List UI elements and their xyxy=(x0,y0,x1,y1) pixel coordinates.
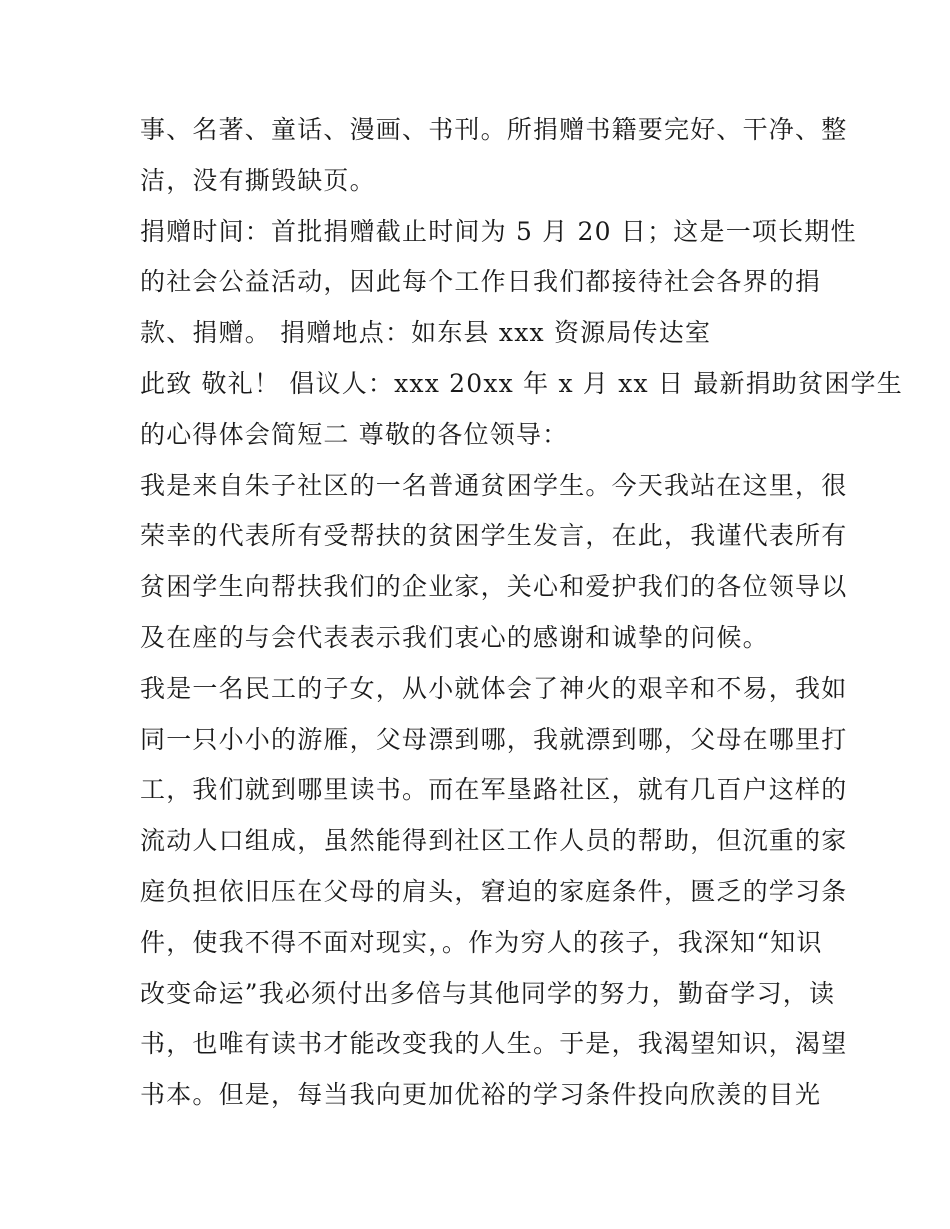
text-line: 改变命运”我必须付出多倍与其他同学的努力，勤奋学习，读 xyxy=(140,978,836,1008)
text-line: 同一只小小的游雁，父母漂到哪，我就漂到哪，父母在哪里打 xyxy=(140,724,848,754)
text-line: 荣幸的代表所有受帮扶的贫困学生发言，在此，我谨代表所有 xyxy=(140,521,848,551)
text-line: 捐赠时间：首批捐赠截止时间为 5 月 20 日；这是一项长期性 xyxy=(140,216,857,246)
text-line: 贫困学生向帮扶我们的企业家，关心和爱护我们的各位领导以 xyxy=(140,572,848,602)
text-line: 工，我们就到哪里读书。而在军垦路社区，就有几百户这样的 xyxy=(140,775,848,805)
text-line: 事、名著、童话、漫画、书刊。所捐赠书籍要完好、干净、整 xyxy=(140,115,848,144)
text-line: 我是一名民工的子女，从小就体会了神火的艰辛和不易，我如 xyxy=(140,673,848,703)
text-line: 我是来自朱子社区的一名普通贫困学生。今天我站在这里，很 xyxy=(140,470,848,500)
text-line: 款、捐赠。 捐赠地点：如东县 xxx 资源局传达室 xyxy=(140,318,712,348)
text-line: 书本。但是，每当我向更加优裕的学习条件投向欣羡的目光 xyxy=(140,1080,822,1110)
text-line: 的心得体会简短二 尊敬的各位领导： xyxy=(140,419,569,449)
text-line: 件，使我不得不面对现实，。作为穷人的孩子，我深知“知识 xyxy=(140,927,823,957)
text-line: 洁，没有撕毁缺页。 xyxy=(140,165,376,195)
text-line: 及在座的与会代表表示我们衷心的感谢和诚挚的问候。 xyxy=(140,622,769,652)
text-line: 庭负担依旧压在父母的肩头，窘迫的家庭条件，匮乏的学习条 xyxy=(140,876,848,906)
text-line: 的社会公益活动，因此每个工作日我们都接待社会各界的捐 xyxy=(140,267,822,297)
document-body xyxy=(140,105,903,1121)
text-line: 书，也唯有读书才能改变我的人生。于是，我渴望知识，渴望 xyxy=(140,1029,848,1059)
text-line: 此致 敬礼！ 倡议人：xxx 20xx 年 x 月 xx 日 最新捐助贫困学生 xyxy=(140,368,903,398)
text-line: 流动人口组成，虽然能得到社区工作人员的帮助，但沉重的家 xyxy=(140,826,848,856)
